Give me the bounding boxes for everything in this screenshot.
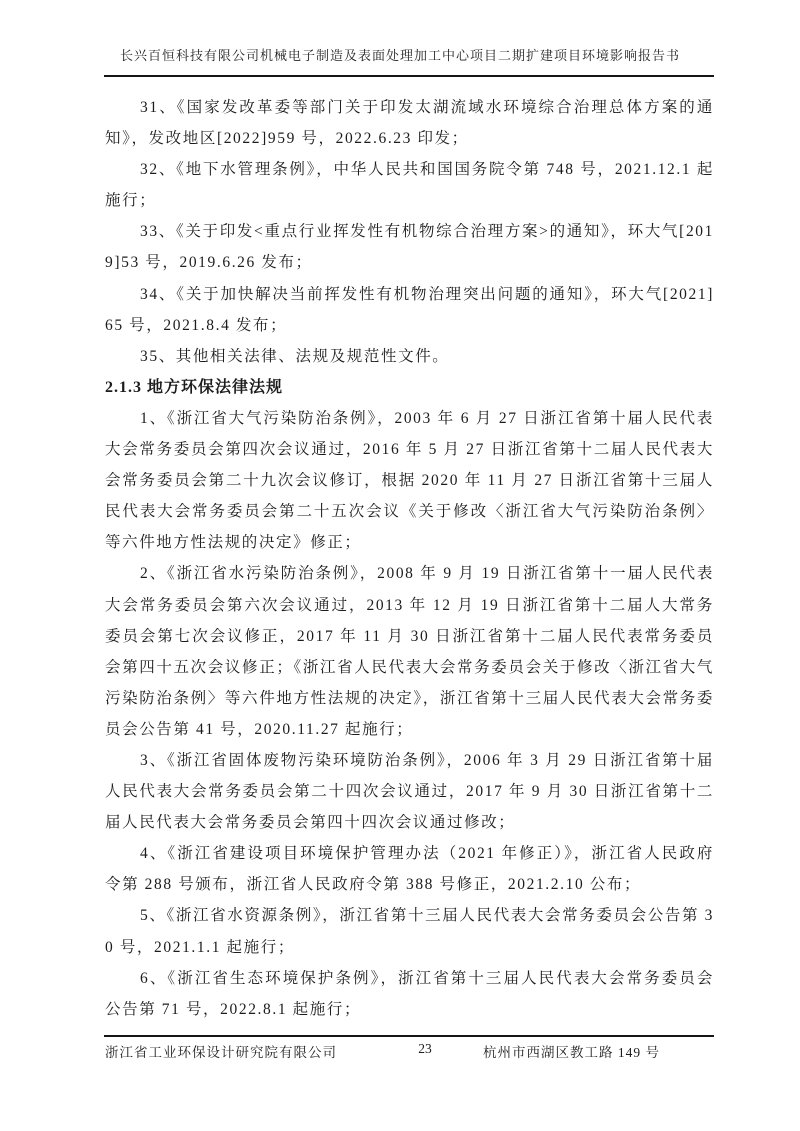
paragraph-item-32: 32、《地下水管理条例》，中华人民共和国国务院令第 748 号，2021.12.1 起施行； bbox=[105, 161, 714, 210]
paragraph-item-6: 6、《浙江省生态环境保护条例》，浙江省第十三届人民代表大会常务委员会公告第 71 号，2022.8.1 起施行； bbox=[105, 969, 714, 1018]
page-number: 23 bbox=[418, 1041, 432, 1056]
paragraph-item-3: 3、《浙江省固体废物污染环境防治条例》，2006 年 3 月 29 日浙江省第十届人民代表大会常务委员会第二十四次会议通过，2017 年 9 月 30 日浙江省第十二届人民代表大会常务委员会第四十四次会议通过修改； bbox=[105, 751, 714, 832]
footer-address: 杭州市西湖区教工路 149 号 bbox=[483, 1045, 660, 1060]
paragraph-item-31: 31、《国家发改革委等部门关于印发太湖流域水环境综合治理总体方案的通知》，发改地区[2022]959 号，2022.6.23 印发； bbox=[105, 99, 714, 148]
paragraph-item-34: 34、《关于加快解决当前挥发性有机物治理突出问题的通知》，环大气[2021]65 号，2021.8.4 发布； bbox=[105, 285, 714, 334]
paragraph-item-1: 1、《浙江省大气污染防治条例》，2003 年 6 月 27 日浙江省第十届人民代表大会常务委员会第四次会议通过，2016 年 5 月 27 日浙江省第十二届人民代表大会常务委员会第二十九次会议修订，根据 2020 年 11 月 27 日浙江省第十三届人民代表大会常务委员会第二十五次会议《关于修改〈浙江省大气污染防治条例〉等六件地方性法规的决定》修正； bbox=[105, 409, 714, 552]
paragraph-item-33: 33、《关于印发<重点行业挥发性有机物综合治理方案>的通知》，环大气[2019]53 号，2019.6.26 发布； bbox=[105, 223, 714, 272]
paragraph-item-4: 4、《浙江省建设项目环境保护管理办法（2021 年修正）》，浙江省人民政府令第 288 号颁布，浙江省人民政府令第 388 号修正，2021.2.10 公布； bbox=[105, 845, 714, 894]
paragraph-item-5: 5、《浙江省水资源条例》，浙江省第十三届人民代表大会常务委员会公告第 30 号，2021.1.1 起施行； bbox=[105, 907, 714, 956]
footer-company-name: 浙江省工业环保设计研究院有限公司 bbox=[105, 1045, 337, 1060]
paragraph-item-35: 35、其他相关法律、法规及规范性文件。 bbox=[140, 347, 450, 365]
footer-rule bbox=[104, 1035, 714, 1037]
paragraph-item-2: 2、《浙江省水污染防治条例》，2008 年 9 月 19 日浙江省第十一届人民代表大会常务委员会第六次会议通过，2013 年 12 月 19 日浙江省第十二届人大常务委员会第七次会议修正，2017 年 11 月 30 日浙江省第十二届人民代表常务委员会第四十五次会议修正；《浙江省人民代表大会常务委员会关于修改〈浙江省大气污染防治条例〉等六件地方性法规的决定》，浙江省第十三届人民代表大会常务委员会公告第 41 号，2020.11.27 起施行； bbox=[105, 565, 714, 738]
header-title: 长兴百恒科技有限公司机械电子制造及表面处理加工中心项目二期扩建项目环境影响报告书 bbox=[119, 48, 680, 63]
header-rule bbox=[104, 75, 714, 77]
section-heading-213: 2.1.3 地方环保法律法规 bbox=[105, 378, 284, 396]
document-body bbox=[105, 92, 714, 1025]
